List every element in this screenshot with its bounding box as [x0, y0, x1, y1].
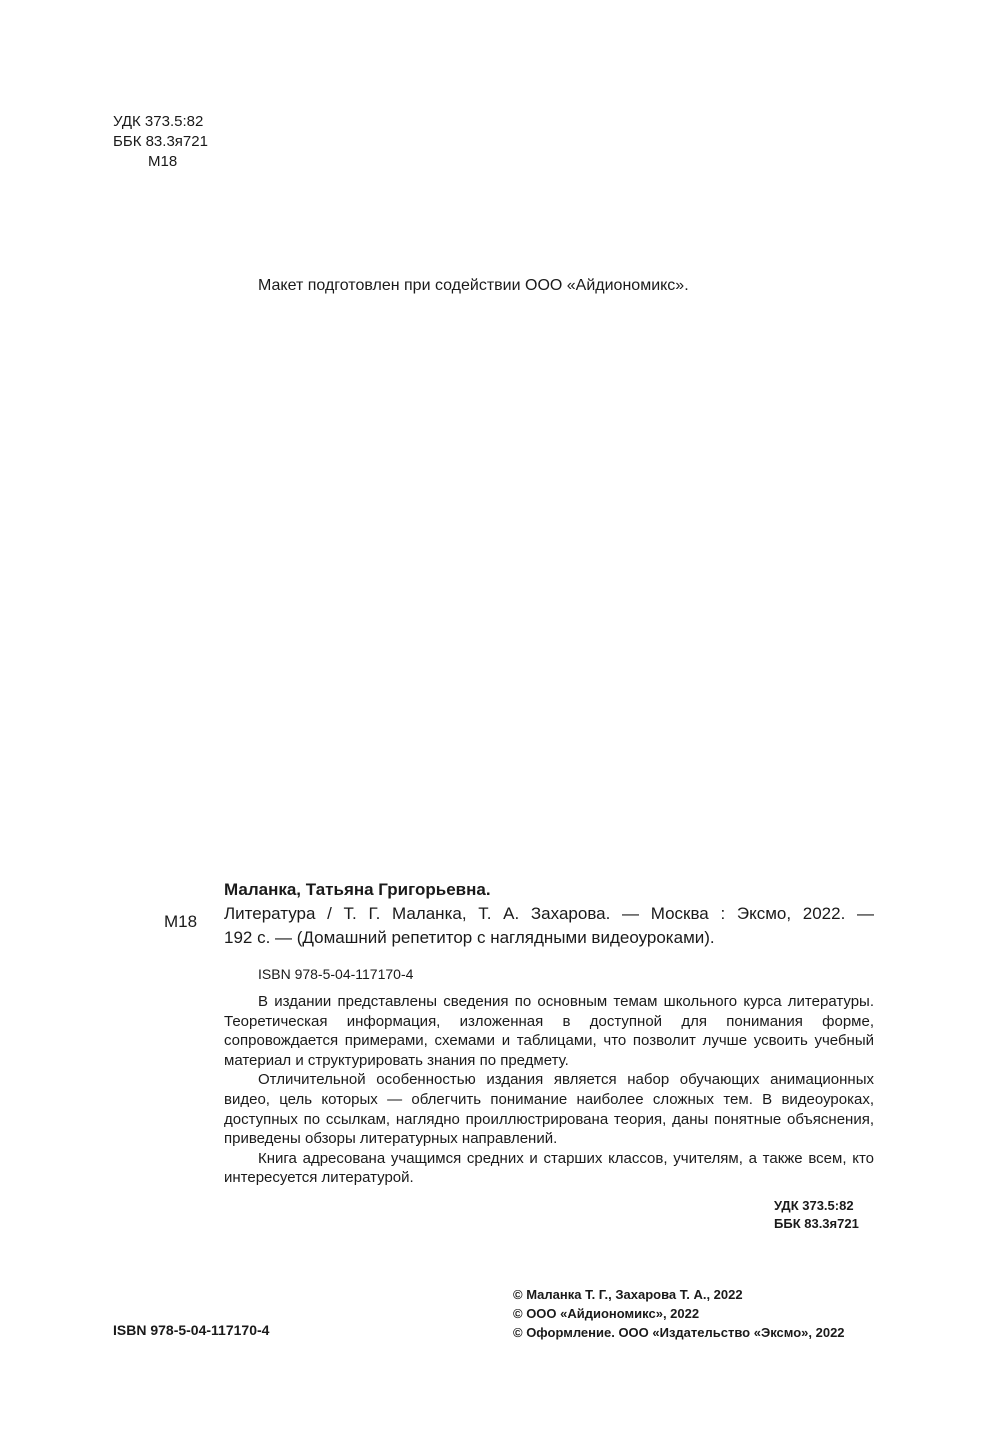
isbn-footer: ISBN 978-5-04-117170-4 [113, 1322, 270, 1338]
author-mark: М18 [148, 153, 178, 170]
udk-code: УДК 373.5:82 [113, 113, 204, 130]
isbn-line: ISBN 978-5-04-117170-4 [258, 966, 414, 982]
classification-codes-top [113, 112, 208, 172]
title-statement-line-1: Литература / Т. Г. Маланка, Т. А. Захарова. — Москва : Эксмо, 2022. — [224, 904, 874, 923]
annotation-paragraph: Отличительной особенностью издания является набор обучающих анимационных видео, цель которых — облегчить понимание наиболее сложных тем. В видеоуроках, доступных по ссылкам, наглядно проиллюстрирована теория, даны понятные объяснения, приведены обзоры литературных направлений. [224, 1071, 874, 1148]
copyright-notices [513, 1285, 845, 1342]
bibliographic-record [224, 878, 874, 984]
annotation-paragraph: Книга адресована учащимся средних и старших классов, учителям, а также всем, кто интересуется литературой. [224, 1149, 874, 1187]
bbk-code: ББК 83.3я721 [113, 133, 208, 150]
annotation [224, 992, 874, 1188]
udk-code-bottom: УДК 373.5:82 [774, 1198, 854, 1213]
copyright-line: © ООО «Айдиономикс», 2022 [513, 1306, 700, 1321]
annotation-paragraph: В издании представлены сведения по основным темам школьного курса литературы. Теоретическая информация, изложенная в доступной для понимания форме, сопровождается примерами, схемами и таблицами, что позволит лучше усвоить учебный материал и структурировать знания по предмету. [224, 993, 874, 1069]
bbk-code-bottom: ББК 83.3я721 [774, 1216, 859, 1231]
biblio-author-mark: М18 [164, 912, 198, 931]
author-heading: Маланка, Татьяна Григорьевна. [224, 880, 491, 899]
classification-codes-bottom [774, 1197, 859, 1233]
title-statement-line-2: 192 с. — (Домашний репетитор с наглядными видеоуроками). [224, 928, 715, 947]
preparation-note: Макет подготовлен при содействии ООО «Айдиономикс». [258, 277, 689, 294]
copyright-line: © Оформление. ООО «Издательство «Эксмо», 2022 [513, 1325, 845, 1340]
copyright-line: © Маланка Т. Г., Захарова Т. А., 2022 [513, 1287, 743, 1302]
